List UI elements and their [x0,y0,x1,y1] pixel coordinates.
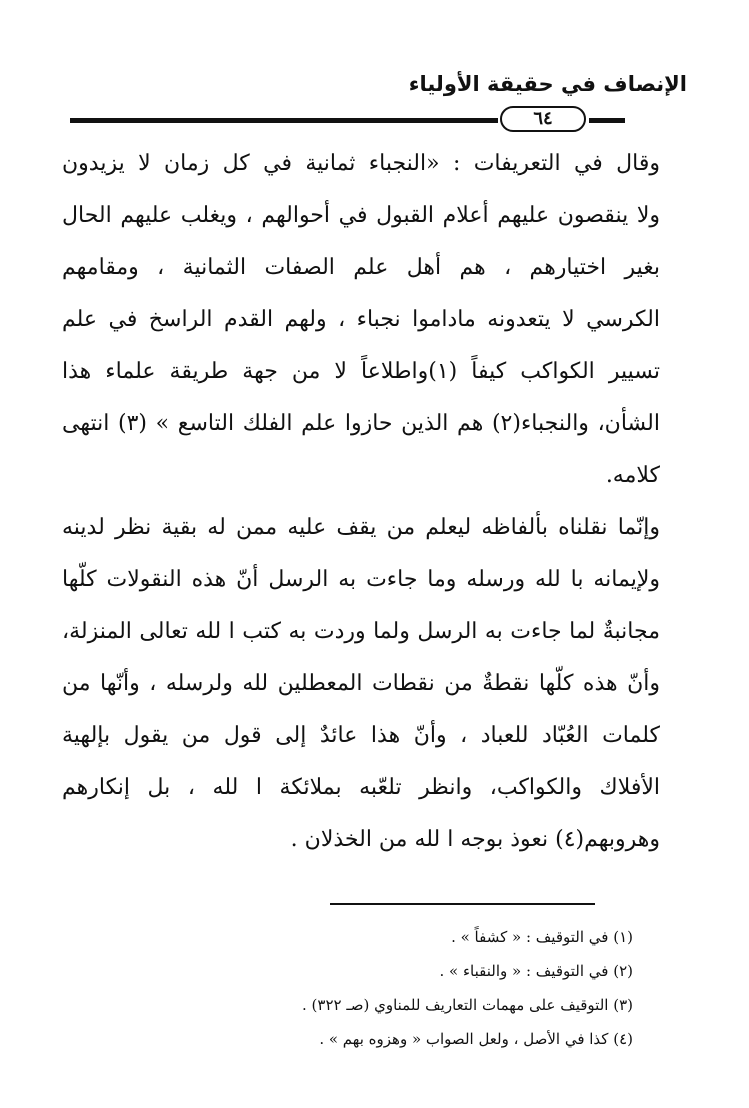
page-number: ٦٤ [500,106,586,132]
footnote-3: (٣) التوقيف على مهمات التعاريف للمناوي (صـ ٣٢٢) . [302,996,633,1014]
text-line: تسيير الكواكب كيفاً (١)واطلاعاً لا من جهة طريقة علماء هذا [62,359,660,384]
text-line: بغير اختيارهم ، هم أهل علم الصفات الثمانية ، ومقامهم [62,255,660,280]
paragraph-1 [62,138,690,502]
text-line: كلمات العُبّاد للعباد ، وأنّ هذا عائدٌ إلى قول من يقول بإلهية [62,723,660,748]
running-header-title: الإنصاف في حقيقة الأولياء [408,72,687,96]
text-line: ولا ينقصون عليهم أعلام القبول في أحوالهم ، ويغلب عليهم الحال [62,203,660,228]
footnote-4: (٤) كذا في الأصل ، ولعل الصواب « وهزوه بهم » . [319,1030,633,1048]
text-line: وقال في التعريفات : «النجباء ثمانية في كل زمان لا يزيدون [62,151,660,176]
text-line: الأفلاك والكواكب، وانظر تلعّبه بملائكة ا لله ، بل إنكارهم [62,775,660,800]
text-line: الكرسي لا يتعدونه ماداموا نجباء ، ولهم القدم الراسخ في علم [62,307,660,332]
header-rule-right [589,118,625,123]
footnotes [73,920,633,1056]
text-line: وهروبهم(٤) نعوذ بوجه ا لله من الخذلان . [290,827,660,852]
main-text [62,138,690,866]
paragraph-2 [62,502,690,866]
text-line: الشأن، والنجباء(٢) هم الذين حازوا علم الفلك التاسع » (٣) انتهى [62,411,660,436]
footnote-separator [330,903,595,905]
text-line: وإنّما نقلناه بألفاظه ليعلم من يقف عليه ممن له بقية نظر لدينه [62,515,660,540]
text-line: مجانبةٌ لما جاءت به الرسل ولما وردت به كتب ا لله تعالى المنزلة، [62,619,660,644]
header-rule-left [70,118,498,123]
text-line: ولإيمانه با لله ورسله وما جاءت به الرسل أنّ هذه النقولات كلّها [62,567,660,592]
footnote-2: (٢) في التوقيف : « والنقباء » . [439,962,633,980]
footnote-1: (١) في التوقيف : « كشفاً » . [451,928,633,946]
text-line: كلامه. [605,463,660,488]
text-line: وأنّ هذه كلّها نقطةٌ من نقطات المعطلين لله ولرسله ، وأنّها من [62,671,660,696]
